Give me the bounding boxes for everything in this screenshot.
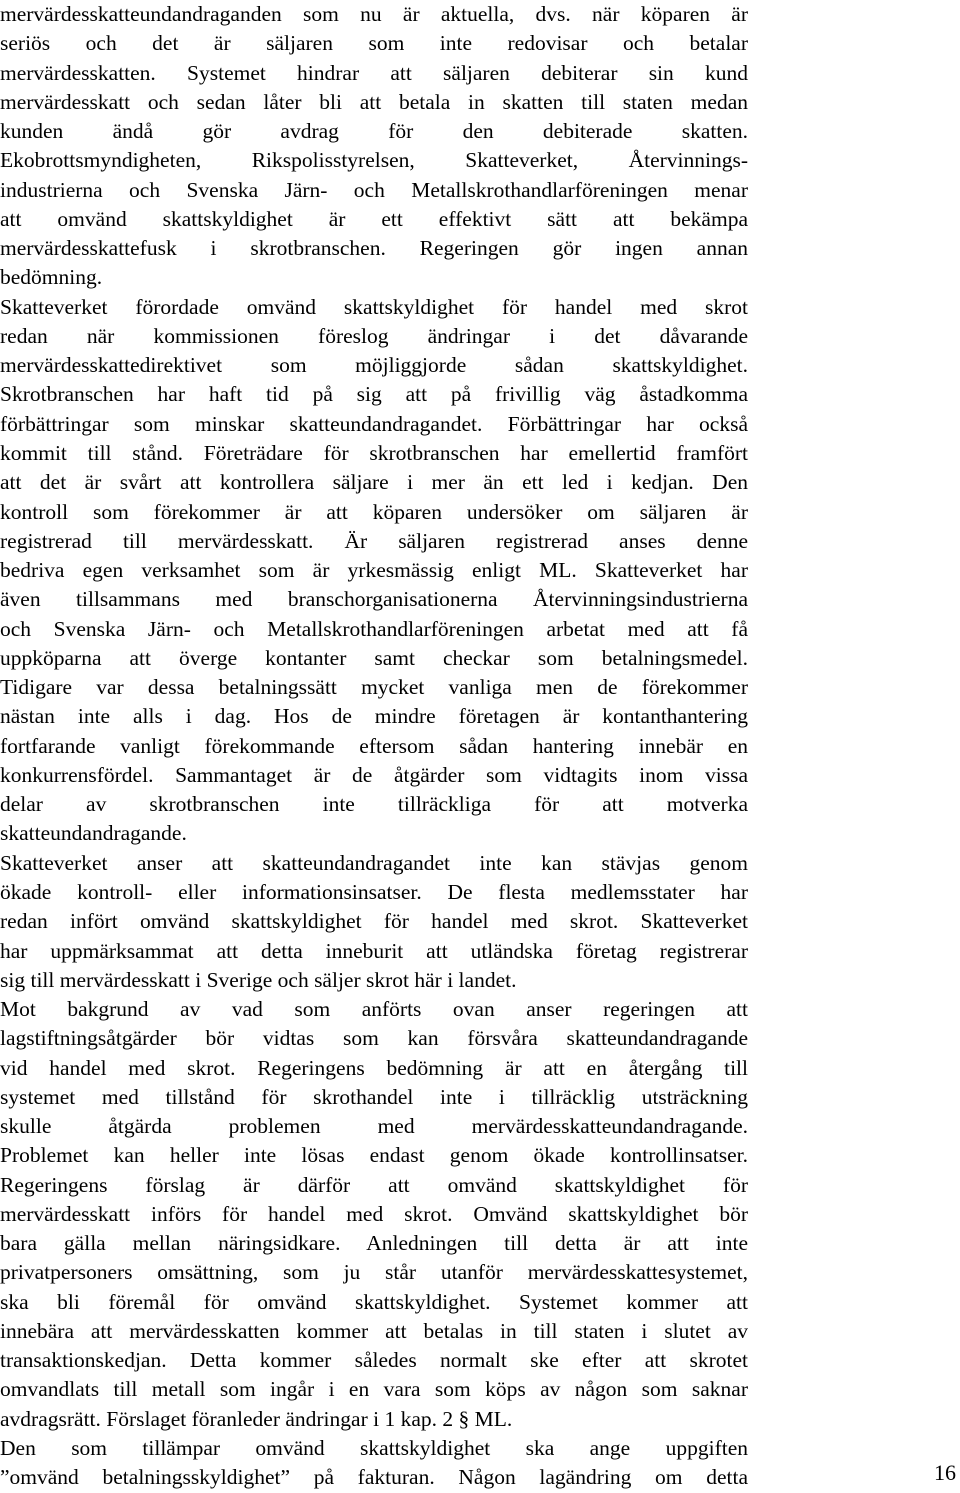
- text-line: omvandlats till metall som ingår i en vara som köps av någon som saknar: [0, 1377, 748, 1402]
- text-line: att omvänd skattskyldighet är ett effektivt sätt att bekämpa: [0, 206, 748, 231]
- text-line: lagstiftningsåtgärder bör vidtas som kan försvåra skatteundandragande: [0, 1026, 748, 1051]
- text-line: mervärdesskatt införs för handel med skrot. Omvänd skattskyldighet bör: [0, 1201, 748, 1226]
- text-line: fortfarande vanligt förekommande eftersom sådan hantering innebär en: [0, 733, 748, 758]
- text-line: Mot bakgrund av vad som anförts ovan anser regeringen att: [0, 997, 748, 1022]
- text-line: Skatteverket förordade omvänd skattskyldighet för handel med skrot: [0, 294, 748, 319]
- text-line: redan infört omvänd skattskyldighet för handel med skrot. Skatteverket: [0, 909, 748, 934]
- text-line: innebära att mervärdesskatten kommer att betalas in till staten i slutet av: [0, 1318, 748, 1343]
- text-line: Regeringens förslag är därför att omvänd skattskyldighet för: [0, 1172, 748, 1197]
- text-line: privatpersoners omsättning, som ju står utanför mervärdesskattesystemet,: [0, 1260, 748, 1285]
- text-line: ökade kontroll- eller informationsinsatser. De flesta medlemsstater har: [0, 879, 748, 904]
- text-line: registrerad till mervärdesskatt. Är säljaren registrerad anses denne: [0, 528, 748, 553]
- text-line: kommit till stånd. Företrädare för skrotbranschen har emellertid framfört: [0, 440, 748, 465]
- text-line: Problemet kan heller inte lösas endast genom ökade kontrollinsatser.: [0, 1143, 748, 1168]
- text-line: ”omvänd betalningsskyldighet” på fakturan. Någon lagändring om detta: [0, 1465, 748, 1490]
- text-line: Skrotbranschen har haft tid på sig att på frivillig väg åstadkomma: [0, 382, 748, 407]
- text-line: bara gälla mellan näringsidkare. Anledningen till detta är att inte: [0, 1231, 748, 1256]
- text-line: mervärdesskatt och sedan låter bli att betala in skatten till staten medan: [0, 89, 748, 114]
- text-line: nästan inte alls i dag. Hos de mindre företagen är kontanthantering: [0, 704, 748, 729]
- text-line: kunden ändå gör avdrag för den debiterade skatten.: [0, 119, 748, 144]
- text-line: industrierna och Svenska Järn- och Metallskrothandlarföreningen menar: [0, 177, 748, 202]
- text-line: har uppmärksammat att detta inneburit att utländska företag registrerar: [0, 938, 748, 963]
- text-line: konkurrensfördel. Sammantaget är de åtgärder som vidtagits inom vissa: [0, 762, 748, 787]
- text-line: kontroll som förekommer är att köparen undersöker om säljaren är: [0, 499, 748, 524]
- text-line: uppköparna att överge kontanter samt checkar som betalningsmedel.: [0, 645, 748, 670]
- text-line: skulle åtgärda problemen med mervärdesskatteundandragande.: [0, 1114, 748, 1139]
- text-line: bedriva egen verksamhet som är yrkesmässig enligt ML. Skatteverket har: [0, 558, 748, 583]
- text-line: förbättringar som minskar skatteundandragandet. Förbättringar har också: [0, 411, 748, 436]
- text-line: Ekobrottsmyndigheten, Rikspolisstyrelsen, Skatteverket, Återvinnings-: [0, 148, 748, 173]
- text-line: Skatteverket anser att skatteundandragandet inte kan stävjas genom: [0, 850, 748, 875]
- text-line: mervärdesskattefusk i skrotbranschen. Regeringen gör ingen annan: [0, 236, 748, 261]
- text-line: seriös och det är säljaren som inte redovisar och betalar: [0, 31, 748, 56]
- text-line: systemet med tillstånd för skrothandel inte i tillräcklig utsträckning: [0, 1084, 748, 1109]
- text-line: mervärdesskatteundandraganden som nu är aktuella, dvs. när köparen är: [0, 2, 748, 26]
- text-line: att det är svårt att kontrollera säljare i mer än ett led i kedjan. Den: [0, 470, 748, 495]
- text-line: även tillsammans med branschorganisationerna Återvinningsindustrierna: [0, 587, 748, 612]
- text-line: skatteundandragande.: [0, 821, 187, 846]
- text-line: bedömning.: [0, 265, 103, 290]
- text-line: avdragsrätt. Förslaget föranleder ändringar i 1 kap. 2 § ML.: [0, 1406, 513, 1431]
- text-line: mervärdesskatten. Systemet hindrar att säljaren debiterar sin kund: [0, 60, 748, 85]
- page-number: 16: [934, 1460, 956, 1485]
- text-line: Tidigare var dessa betalningssätt mycket vanliga men de förekommer: [0, 675, 748, 700]
- text-line: transaktionskedjan. Detta kommer således normalt ske efter att skrotet: [0, 1348, 748, 1373]
- text-line: delar av skrotbranschen inte tillräckliga för att motverka: [0, 792, 748, 817]
- text-line: och Svenska Järn- och Metallskrothandlarföreningen arbetat med att få: [0, 616, 748, 641]
- text-line: Den som tillämpar omvänd skattskyldighet ska ange uppgiften: [0, 1436, 748, 1461]
- text-line: redan när kommissionen föreslog ändringar i det dåvarande: [0, 323, 748, 348]
- text-line: sig till mervärdesskatt i Sverige och säljer skrot här i landet.: [0, 967, 517, 992]
- text-line: vid handel med skrot. Regeringens bedömning är att en återgång till: [0, 1055, 748, 1080]
- text-line: ska bli föremål för omvänd skattskyldighet. Systemet kommer att: [0, 1289, 748, 1314]
- text-line: mervärdesskattedirektivet som möjliggjorde sådan skattskyldighet.: [0, 353, 748, 378]
